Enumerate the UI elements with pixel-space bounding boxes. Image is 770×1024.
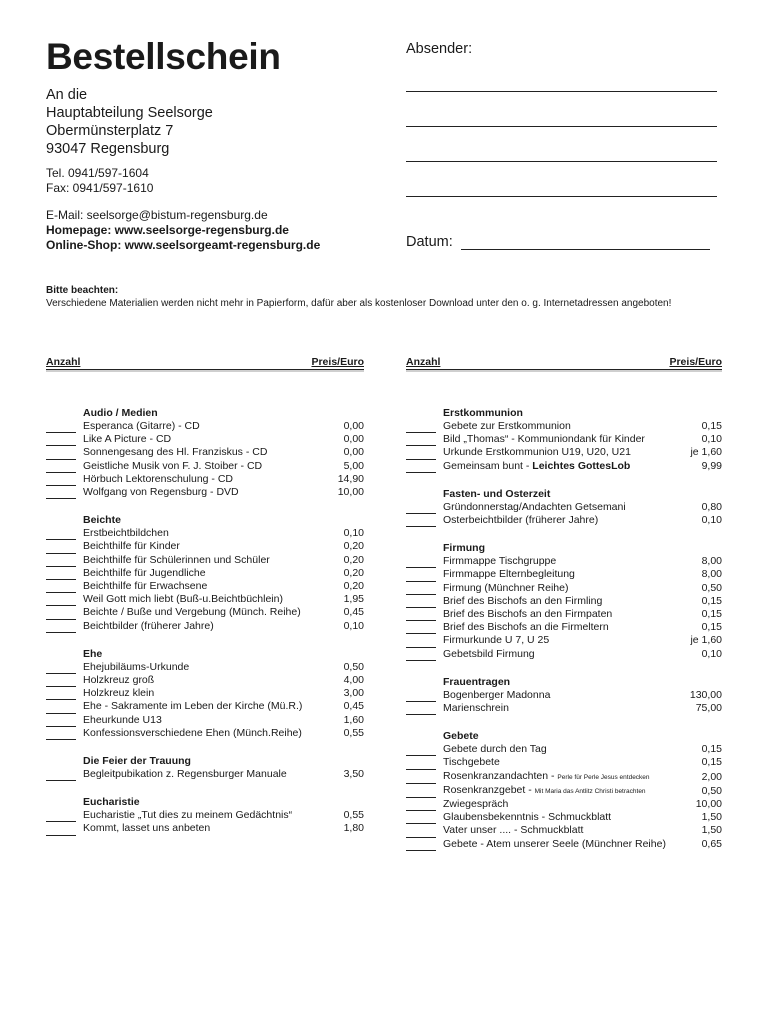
product-name-text: Geistliche Musik von F. J. Stoiber - CD xyxy=(83,459,263,472)
order-row xyxy=(46,768,364,781)
order-row xyxy=(406,501,722,514)
sender-line-1[interactable] xyxy=(406,91,717,92)
product-price: 10,00 xyxy=(695,798,722,811)
product-price: 0,00 xyxy=(343,446,364,459)
quantity-field[interactable] xyxy=(406,557,436,568)
product-price: je 1,60 xyxy=(690,446,722,459)
product-name xyxy=(83,554,340,567)
product-name-text: Beichthilfe für Kinder xyxy=(83,540,180,553)
product-section xyxy=(406,407,722,473)
product-name-text: Firmmappe Elternbegleitung xyxy=(443,568,575,581)
product-name xyxy=(443,582,698,595)
order-row xyxy=(406,446,722,459)
web-contacts xyxy=(46,208,320,253)
quantity-field[interactable] xyxy=(46,543,76,554)
product-name-text: Brief des Bischofs an den Firmpaten xyxy=(443,608,613,621)
product-name-text: Gemeinsam bunt - xyxy=(443,459,533,472)
product-price: 0,10 xyxy=(701,514,722,527)
order-row xyxy=(46,809,364,822)
product-name-text: Firmurkunde U 7, U 25 xyxy=(443,634,550,647)
section-title: Ehe xyxy=(83,647,103,660)
order-row xyxy=(46,486,364,499)
order-row xyxy=(406,702,722,715)
section-title: Audio / Medien xyxy=(83,407,158,419)
product-name-text: Eucharistie „Tut dies zu meinem Gedächtnis“ xyxy=(83,809,293,822)
address-line: 93047 Regensburg xyxy=(46,141,170,157)
product-name xyxy=(83,473,334,486)
product-price: 0,15 xyxy=(701,608,722,621)
product-price: 0,20 xyxy=(343,553,364,566)
product-name xyxy=(83,486,334,499)
product-name xyxy=(443,756,698,769)
product-name-text: Firmung (Münchner Reihe) xyxy=(443,581,569,594)
product-price: 1,80 xyxy=(343,822,364,835)
quantity-field[interactable] xyxy=(46,595,76,606)
order-row xyxy=(46,620,364,633)
order-row xyxy=(46,580,364,593)
product-name xyxy=(83,420,340,433)
product-name xyxy=(443,514,698,527)
product-name-text: Vater unser .... - Schmuckblatt xyxy=(443,824,584,837)
product-section xyxy=(46,796,364,835)
quantity-field[interactable] xyxy=(46,556,76,567)
quantity-field[interactable] xyxy=(46,703,76,714)
product-name xyxy=(83,527,340,540)
quantity-field[interactable] xyxy=(46,811,76,822)
product-name xyxy=(443,595,698,608)
product-name-text: Like A Picture - CD xyxy=(83,433,172,446)
product-section xyxy=(406,676,722,715)
section-title: Beichte xyxy=(83,514,121,527)
product-name xyxy=(83,700,340,713)
product-name xyxy=(443,689,686,702)
product-name-text: Beichthilfe für Jugendliche xyxy=(83,566,206,579)
product-price: 0,55 xyxy=(343,726,364,739)
product-name-text: Ehejubiläums-Urkunde xyxy=(83,660,190,673)
order-row xyxy=(406,648,722,661)
product-name-text: Glaubensbekenntnis - Schmuckblatt xyxy=(443,811,612,824)
product-name xyxy=(443,608,698,621)
product-name xyxy=(83,768,340,781)
order-row xyxy=(46,473,364,486)
product-name-text: Beichtbilder (früherer Jahre) xyxy=(83,619,214,632)
quantity-field[interactable] xyxy=(406,462,436,473)
left-column xyxy=(46,356,364,851)
right-sections xyxy=(406,407,722,851)
address-line: Hauptabteilung Seelsorge xyxy=(46,105,213,121)
right-column xyxy=(406,356,722,866)
product-price: 0,20 xyxy=(343,566,364,579)
homepage-url: Homepage: www.seelsorge-regensburg.de xyxy=(46,223,289,237)
product-name-text: Bild „Thomas“ - Kommuniondank für Kinder xyxy=(443,433,645,446)
product-name xyxy=(83,714,340,727)
product-price: 8,00 xyxy=(701,568,722,581)
product-name xyxy=(443,648,698,661)
product-price: 0,45 xyxy=(343,700,364,713)
order-row xyxy=(406,838,722,851)
quantity-field[interactable] xyxy=(406,745,436,756)
product-name-text: Gebetsbild Firmung xyxy=(443,647,535,660)
quantity-field[interactable] xyxy=(46,569,76,580)
product-name xyxy=(83,580,340,593)
order-row xyxy=(406,784,722,798)
product-price: 0,15 xyxy=(701,420,722,432)
quantity-field[interactable] xyxy=(406,503,436,514)
product-name xyxy=(83,661,340,674)
quantity-field[interactable] xyxy=(406,650,436,661)
product-price: 0,10 xyxy=(343,619,364,632)
order-row xyxy=(406,634,722,647)
product-name-text: Holzkreuz groß xyxy=(83,674,155,687)
order-row xyxy=(406,595,722,608)
order-row xyxy=(406,608,722,621)
product-price: 0,10 xyxy=(701,647,722,660)
product-price: 0,10 xyxy=(343,527,364,540)
product-price: 0,00 xyxy=(343,433,364,446)
quantity-field[interactable] xyxy=(406,773,436,784)
order-row xyxy=(46,687,364,700)
order-row xyxy=(406,555,722,568)
order-row xyxy=(46,433,364,446)
product-price: 9,99 xyxy=(701,459,722,472)
quantity-field[interactable] xyxy=(46,825,76,836)
product-price: 1,50 xyxy=(701,824,722,837)
notice xyxy=(46,284,671,310)
product-name-text: Weil Gott mich liebt (Buß-u.Beichtbüchlein) xyxy=(83,593,283,606)
quantity-field[interactable] xyxy=(406,584,436,595)
quantity-field[interactable] xyxy=(46,435,76,446)
product-name xyxy=(83,433,340,446)
product-name-text: Brief des Bischofs an die Firmeltern xyxy=(443,621,609,634)
product-name-text: Gründonnerstag/Andachten Getsemani xyxy=(443,500,626,513)
quantity-field[interactable] xyxy=(406,800,436,811)
product-name-text: Tischgebete xyxy=(443,756,500,769)
product-name-text: Beichte / Buße und Vergebung (Münch. Reihe) xyxy=(83,606,301,619)
quantity-field[interactable] xyxy=(46,663,76,674)
product-name-text: Begleitpubikation z. Regensburger Manuale xyxy=(83,768,287,781)
quantity-field[interactable] xyxy=(406,827,436,838)
product-name xyxy=(443,555,698,568)
product-price: 0,00 xyxy=(343,420,364,432)
sender-label: Absender: xyxy=(406,41,473,57)
product-price: 0,15 xyxy=(701,756,722,769)
sender-line-4[interactable] xyxy=(406,196,717,197)
quantity-field[interactable] xyxy=(406,813,436,824)
product-price: 0,80 xyxy=(701,500,722,513)
left-sections xyxy=(46,407,364,836)
product-name xyxy=(443,446,686,459)
product-name xyxy=(443,811,698,824)
date-field xyxy=(406,234,710,250)
product-price: 0,15 xyxy=(701,594,722,607)
product-name-text: Marienschrein xyxy=(443,702,509,715)
product-price: 1,60 xyxy=(343,713,364,726)
product-section xyxy=(406,488,722,527)
price-header: Preis/Euro xyxy=(669,356,722,368)
order-row xyxy=(406,811,722,824)
quantity-field[interactable] xyxy=(46,422,76,433)
order-row xyxy=(46,527,364,540)
recipient-address xyxy=(46,86,213,158)
order-row xyxy=(46,714,364,727)
column-header xyxy=(46,356,364,370)
section-title: Gebete xyxy=(443,730,479,743)
product-name xyxy=(443,798,692,811)
product-name xyxy=(443,770,698,784)
product-price: 1,95 xyxy=(343,593,364,606)
quantity-field[interactable] xyxy=(406,704,436,715)
product-price: 5,00 xyxy=(343,459,364,472)
product-name-text: Gebete zur Erstkommunion xyxy=(443,420,571,432)
product-name xyxy=(83,687,340,700)
product-name-text: Zwiegespräch xyxy=(443,798,509,811)
product-name-text: Beichthilfe für Erwachsene xyxy=(83,580,208,593)
order-row xyxy=(406,460,722,473)
product-name xyxy=(443,460,698,473)
sender-line-2[interactable] xyxy=(406,126,717,127)
product-section xyxy=(406,542,722,661)
product-price: 14,90 xyxy=(337,472,364,485)
product-name-text: Brief des Bischofs an den Firmling xyxy=(443,594,603,607)
product-section xyxy=(46,648,364,740)
section-title: Erstkommunion xyxy=(443,407,523,419)
product-name-text: Bogenberger Madonna xyxy=(443,688,551,701)
product-name-text: Rosenkranzgebet - xyxy=(443,783,535,796)
product-price: 4,00 xyxy=(343,674,364,687)
product-name xyxy=(83,606,340,619)
order-row xyxy=(406,514,722,527)
address-line: Obermünsterplatz 7 xyxy=(46,123,174,139)
quantity-field[interactable] xyxy=(406,449,436,460)
order-row xyxy=(46,593,364,606)
product-name-bold: Leichtes GottesLob xyxy=(532,459,631,472)
page-title: Bestellschein xyxy=(46,36,281,77)
order-row xyxy=(46,540,364,553)
order-row xyxy=(46,446,364,459)
notice-text: Verschiedene Materialien werden nicht mehr in Papierform, dafür aber als kostenloser Download unter den o. g. Internetadressen angeboten! xyxy=(46,298,672,309)
quantity-field[interactable] xyxy=(406,571,436,582)
notice-heading: Bitte beachten: xyxy=(46,285,119,296)
product-name xyxy=(83,460,340,473)
product-name xyxy=(443,568,698,581)
quantity-field[interactable] xyxy=(46,622,76,633)
sender-line-3[interactable] xyxy=(406,161,717,162)
product-price: 0,10 xyxy=(701,433,722,446)
section-title: Frauentragen xyxy=(443,675,511,688)
quantity-field[interactable] xyxy=(46,716,76,727)
section-title: Firmung xyxy=(443,542,485,555)
product-name-text: Firmmappe Tischgruppe xyxy=(443,555,557,568)
product-name xyxy=(83,446,340,459)
date-line[interactable] xyxy=(461,235,710,250)
product-price: 0,45 xyxy=(343,606,364,619)
product-name-text: Gebete - Atem unserer Seele (Münchner Reihe) xyxy=(443,837,666,850)
product-subtitle: Perle für Perle Jesus entdecken xyxy=(557,773,650,781)
order-row xyxy=(406,433,722,446)
product-name xyxy=(83,674,340,687)
product-section xyxy=(46,514,364,633)
quantity-field[interactable] xyxy=(46,676,76,687)
product-price: 3,00 xyxy=(343,687,364,700)
online-shop-url: Online-Shop: www.seelsorgeamt-regensburg.de xyxy=(46,238,321,252)
product-price: 0,15 xyxy=(701,621,722,634)
order-row xyxy=(46,460,364,473)
product-name xyxy=(83,567,340,580)
product-subtitle: Mit Maria das Antlitz Christi betrachten xyxy=(534,787,646,795)
product-name-text: Konfessionsverschiedene Ehen (Münch.Reihe) xyxy=(83,726,302,739)
product-name-text: Hörbuch Lektorenschulung - CD xyxy=(83,472,233,485)
product-name-text: Osterbeichtbilder (früherer Jahre) xyxy=(443,514,599,527)
quantity-field[interactable] xyxy=(406,840,436,851)
quantity-field[interactable] xyxy=(46,582,76,593)
product-name xyxy=(443,621,698,634)
quantity-field[interactable] xyxy=(406,516,436,527)
quantity-field[interactable] xyxy=(406,691,436,702)
product-name-text: Ehe - Sakramente im Leben der Kirche (Mü.R.) xyxy=(83,700,303,713)
quantity-field[interactable] xyxy=(406,610,436,621)
order-row xyxy=(406,770,722,784)
phone-number: Tel. 0941/597-1604 xyxy=(46,166,149,180)
product-name xyxy=(83,822,340,835)
product-name-text: Beichthilfe für Schülerinnen und Schüler xyxy=(83,553,270,566)
product-name xyxy=(83,540,340,553)
quantity-field[interactable] xyxy=(46,729,76,740)
quantity-field[interactable] xyxy=(406,422,436,433)
product-price: 0,20 xyxy=(343,540,364,553)
product-price: 0,50 xyxy=(701,581,722,594)
product-price: 130,00 xyxy=(689,688,722,701)
product-section xyxy=(406,730,722,851)
address-line: An die xyxy=(46,87,88,103)
order-row xyxy=(46,420,364,433)
date-label: Datum: xyxy=(406,234,453,250)
product-name xyxy=(443,838,698,851)
product-name-text: Esperanca (Gitarre) - CD xyxy=(83,420,200,432)
qty-header: Anzahl xyxy=(406,356,441,368)
product-price: 0,50 xyxy=(343,660,364,673)
product-price: 10,00 xyxy=(337,486,364,499)
order-row xyxy=(406,621,722,634)
order-row xyxy=(46,606,364,619)
order-row xyxy=(46,554,364,567)
quantity-field[interactable] xyxy=(46,689,76,700)
quantity-field[interactable] xyxy=(406,435,436,446)
product-name-text: Kommt, lasset uns anbeten xyxy=(83,822,211,835)
order-row xyxy=(46,727,364,740)
order-row xyxy=(46,822,364,835)
email-address: E-Mail: seelsorge@bistum-regensburg.de xyxy=(46,208,268,222)
quantity-field[interactable] xyxy=(46,449,76,460)
product-name-text: Holzkreuz klein xyxy=(83,687,155,700)
product-section xyxy=(46,755,364,781)
order-row xyxy=(46,674,364,687)
order-row xyxy=(406,689,722,702)
quantity-field[interactable] xyxy=(46,488,76,499)
quantity-field[interactable] xyxy=(46,529,76,540)
product-price: 0,65 xyxy=(701,837,722,850)
order-row xyxy=(406,824,722,837)
product-name xyxy=(443,420,698,433)
order-row xyxy=(46,661,364,674)
product-name xyxy=(443,501,698,514)
product-name xyxy=(83,593,340,606)
order-row xyxy=(406,756,722,769)
product-price: 8,00 xyxy=(701,555,722,568)
price-header: Preis/Euro xyxy=(311,356,364,368)
quantity-field[interactable] xyxy=(46,462,76,473)
product-name xyxy=(443,784,698,798)
product-name xyxy=(443,702,692,715)
quantity-field[interactable] xyxy=(46,770,76,781)
quantity-field[interactable] xyxy=(406,597,436,608)
quantity-field[interactable] xyxy=(406,637,436,648)
product-price: 1,50 xyxy=(701,811,722,824)
product-name xyxy=(443,743,698,756)
order-row xyxy=(406,743,722,756)
product-name-text: Sonnengesang des Hl. Franziskus - CD xyxy=(83,446,268,459)
order-row xyxy=(406,582,722,595)
product-price: 0,20 xyxy=(343,580,364,593)
order-row xyxy=(406,568,722,581)
section-title: Eucharistie xyxy=(83,796,140,809)
qty-header: Anzahl xyxy=(46,356,81,368)
order-row xyxy=(46,567,364,580)
product-name xyxy=(83,727,340,740)
quantity-field[interactable] xyxy=(46,609,76,620)
order-row xyxy=(406,798,722,811)
order-row xyxy=(406,420,722,433)
product-price: 0,55 xyxy=(343,809,364,822)
product-name-text: Wolfgang von Regensburg - DVD xyxy=(83,486,239,499)
fax-number: Fax: 0941/597-1610 xyxy=(46,181,154,195)
product-name-text: Rosenkranzandachten - xyxy=(443,769,558,782)
product-price: 0,15 xyxy=(701,743,722,756)
section-title: Fasten- und Osterzeit xyxy=(443,487,551,500)
product-name xyxy=(443,433,698,446)
column-header xyxy=(406,356,722,370)
product-section xyxy=(46,407,364,499)
order-row xyxy=(46,700,364,713)
product-name-text: Gebete durch den Tag xyxy=(443,743,547,756)
quantity-field[interactable] xyxy=(406,759,436,770)
quantity-field[interactable] xyxy=(46,475,76,486)
product-name xyxy=(83,809,340,822)
section-title: Die Feier der Trauung xyxy=(83,755,191,768)
product-name xyxy=(443,824,698,837)
product-name-text: Erstbeichtbildchen xyxy=(83,527,169,540)
quantity-field[interactable] xyxy=(406,787,436,798)
product-price: 0,50 xyxy=(701,784,722,797)
product-name xyxy=(443,634,686,647)
product-name xyxy=(83,620,340,633)
product-price: 2,00 xyxy=(701,770,722,783)
product-price: je 1,60 xyxy=(690,634,722,647)
product-price: 3,50 xyxy=(343,768,364,781)
product-name-text: Eheurkunde U13 xyxy=(83,713,162,726)
product-name-text: Urkunde Erstkommunion U19, U20, U21 xyxy=(443,446,631,459)
phone-fax xyxy=(46,166,153,196)
quantity-field[interactable] xyxy=(406,623,436,634)
product-price: 75,00 xyxy=(695,702,722,715)
